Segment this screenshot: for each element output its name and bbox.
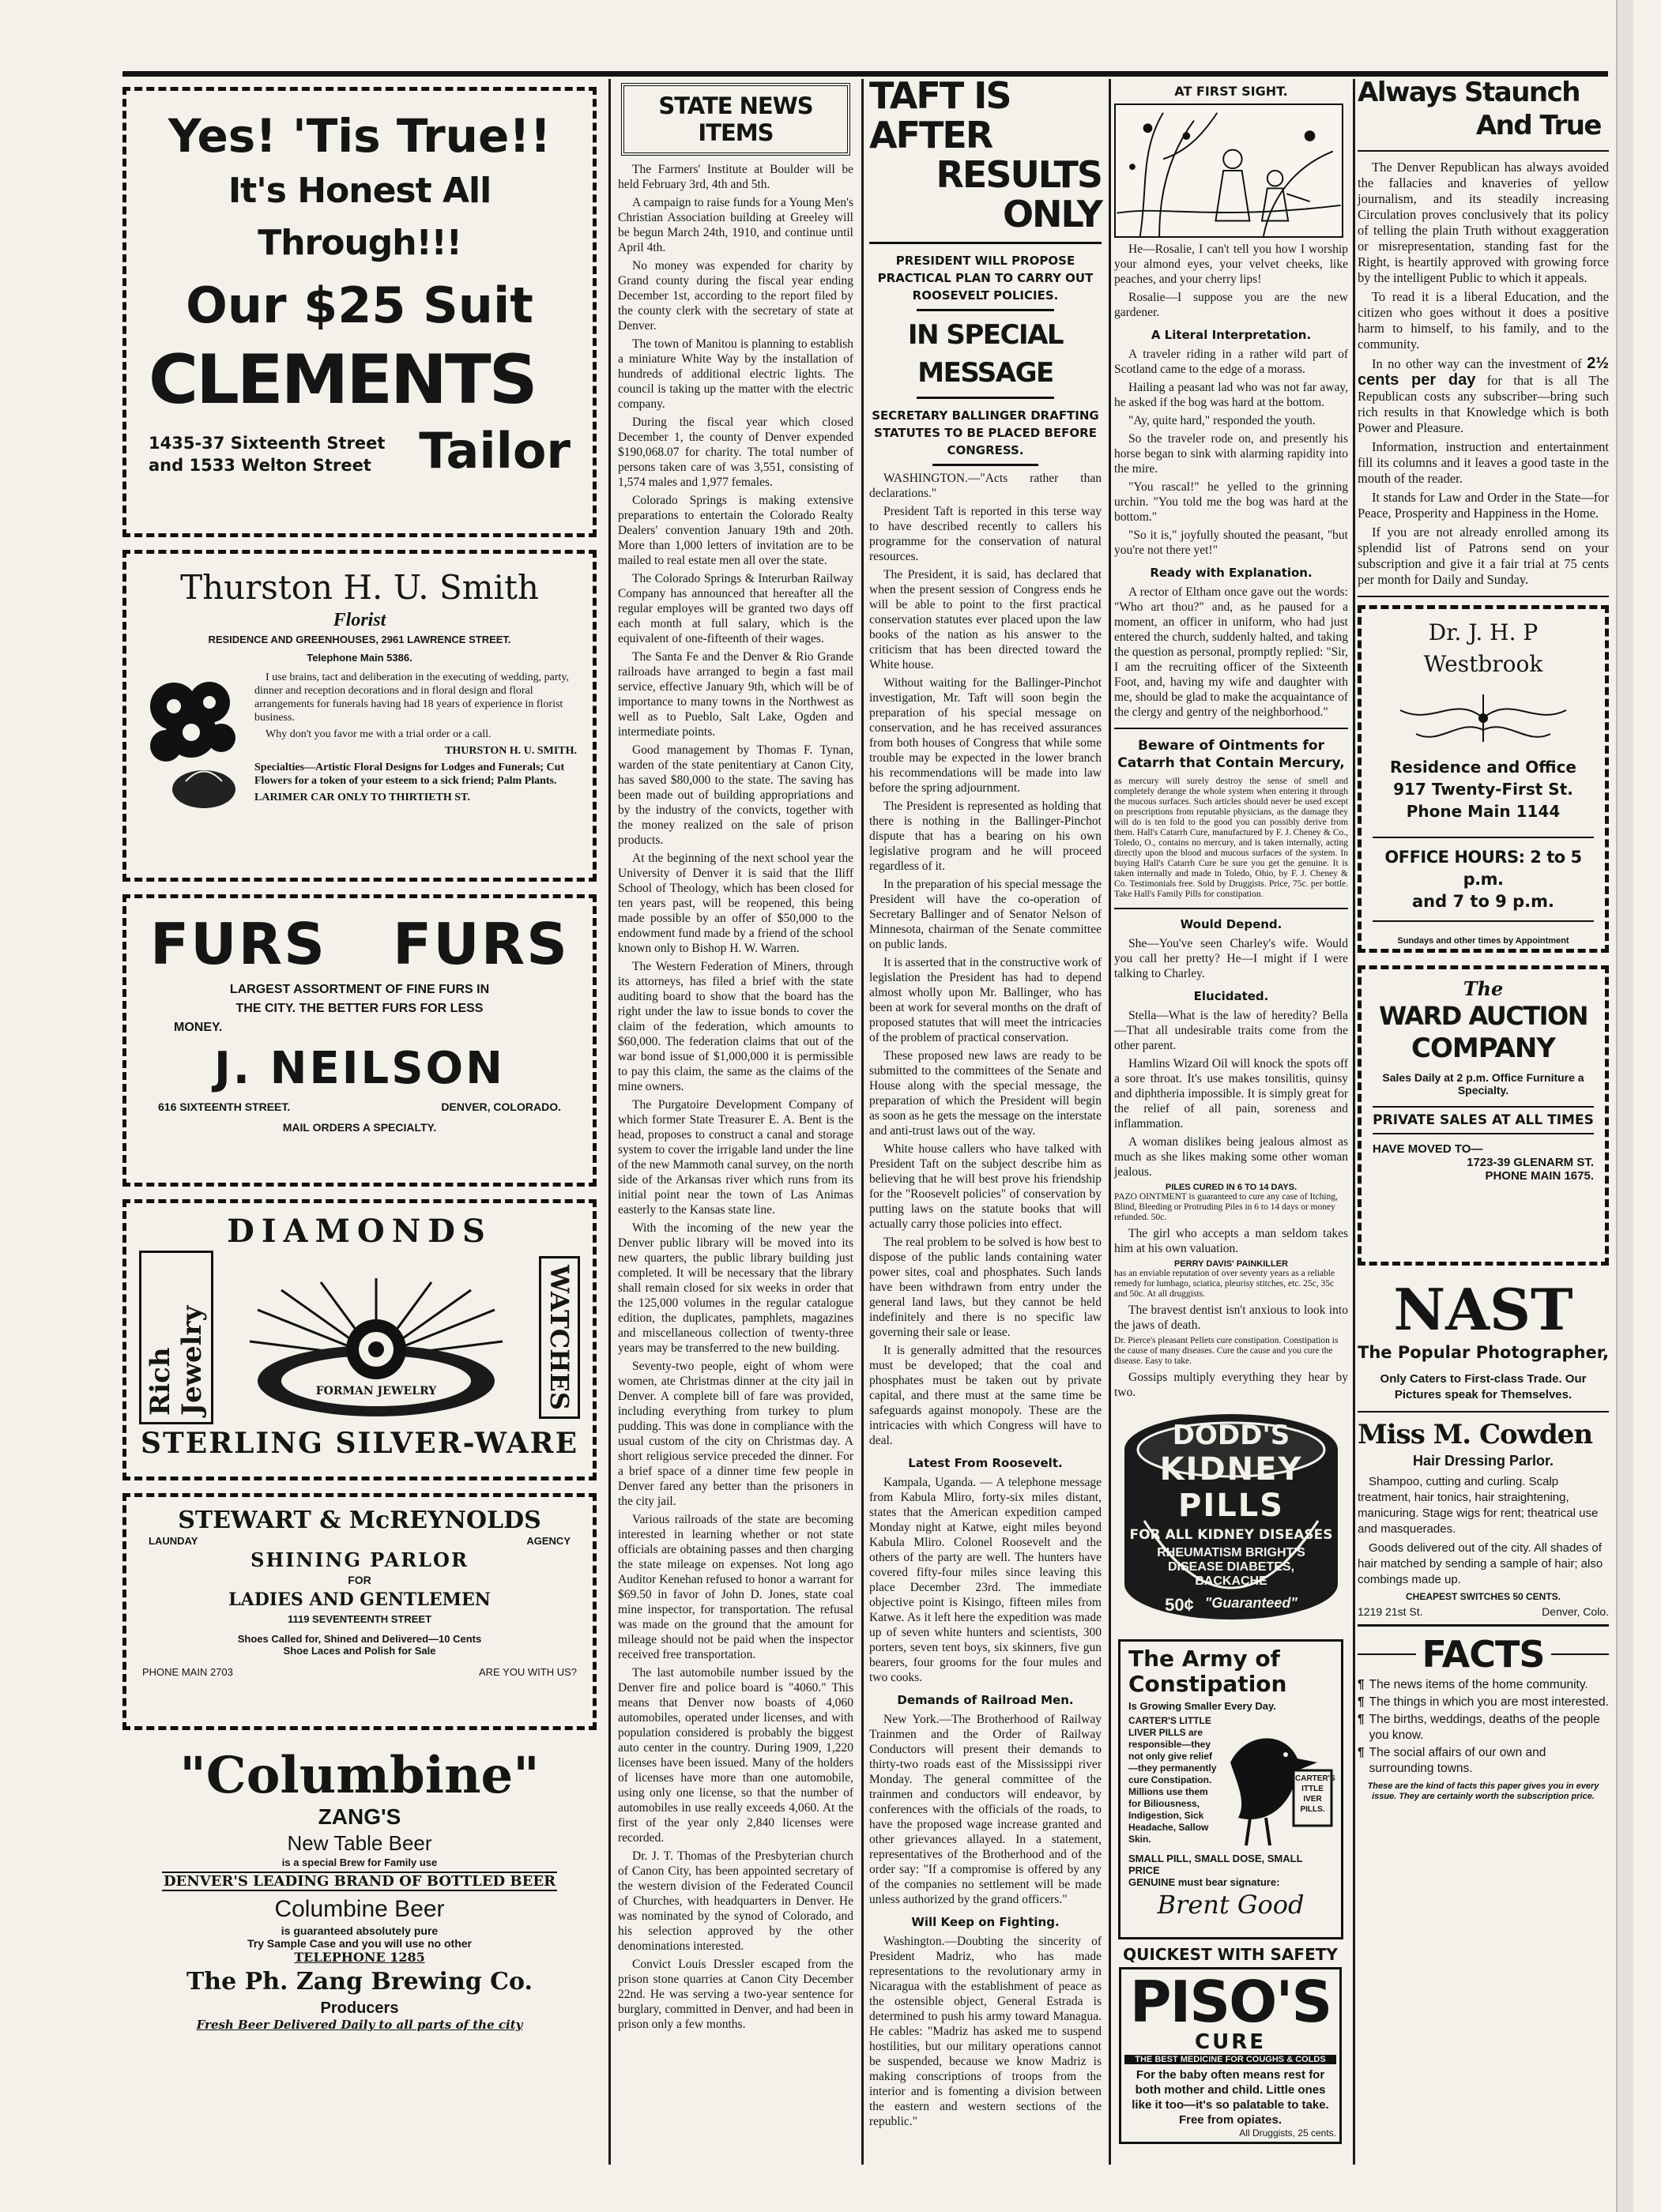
- fighting-subhead: Will Keep on Fighting.: [911, 1915, 1060, 1929]
- columbine-special: is a special Brew for Family use: [281, 1856, 438, 1868]
- columbine-guaranteed: is guaranteed absolutely pure: [281, 1924, 439, 1937]
- columbine-title: "Columbine": [179, 1746, 540, 1805]
- piles-text: PAZO OINTMENT is guaranteed to cure any case of Itching, Blind, Bleeding or Protruding Piles in 6 to 14 days or money refunded. 50c.: [1114, 1192, 1338, 1222]
- literal-paragraph: "You rascal!" he yelled to the grinning urchin. "You told me the bog was hard at the bottom.": [1114, 480, 1348, 524]
- facts-list-item: [1358, 1695, 1609, 1710]
- clements-ad: [122, 87, 597, 537]
- news-paragraph: No money was expended for charity by Grand county during the fiscal year ending December 1st, according to the report filed by the county clerk with the secretary of state at Denver.: [618, 259, 853, 333]
- cowden-tagline: Hair Dressing Parlor.: [1412, 1453, 1554, 1469]
- piles-title: PILES CURED IN 6 TO 14 DAYS.: [1165, 1183, 1298, 1192]
- westbrook-phone: Phone Main 1144: [1406, 802, 1561, 821]
- ward-name-2: COMPANY: [1411, 1033, 1555, 1064]
- literal-paragraph: A traveler riding in a rather wild part of Scotland came to the edge of a morass.: [1114, 348, 1348, 376]
- columbine-leading: DENVER'S LEADING BRAND OF BOTTLED BEER: [163, 1873, 556, 1890]
- ward-address: 1723-39 GLENARM ST.: [1467, 1156, 1594, 1169]
- smith-florist-ad: [122, 550, 597, 882]
- clements-name: CLEMENTS: [149, 340, 536, 419]
- nast-caters: Only Caters to First-class Trade. Our Pictures speak for Themselves.: [1380, 1372, 1587, 1401]
- dodds-kidney: KIDNEY: [1159, 1451, 1303, 1488]
- taft-headline-3: IN SPECIAL MESSAGE: [907, 319, 1064, 389]
- news-paragraph: The Farmers' Institute at Boulder will be held February 3rd, 4th and 5th.: [618, 163, 853, 191]
- columbine-brand: Columbine Beer: [274, 1896, 445, 1922]
- dodds-pills: PILLS: [1178, 1488, 1284, 1524]
- page-edge: [1616, 0, 1633, 2212]
- stewart-mcreynolds-ad: [122, 1493, 597, 1730]
- taft-paragraph: White house callers who have talked with President Taft on the subject describe him as believing that he will best prove his friendship for the "Roosevelt policies" of conservation by putting laws on the statute books that will actually carry those policies into effect.: [869, 1142, 1102, 1231]
- taft-headline-1: TAFT IS AFTER: [869, 74, 1011, 156]
- clements-line1: Yes! 'Tis True!!: [168, 109, 552, 163]
- dodds-diseases: RHEUMATISM BRIGHT'S DISEASE DIABETES, BACKACHE: [1157, 1546, 1305, 1588]
- girl-text: The girl who accepts a man seldom takes him at his own valuation.: [1114, 1227, 1348, 1255]
- ward-private: PRIVATE SALES AT ALL TIMES: [1373, 1106, 1594, 1134]
- ward-sales: Sales Daily at 2 p.m. Office Furniture a Specialty.: [1382, 1071, 1584, 1097]
- taft-paragraph: It is generally admitted that the resources must be developed; that the coal and phosphates must be taken out by private capital, and there must at the same time be safeguards against monopoly. These are the intricacies with which Congress will have to deal.: [869, 1344, 1102, 1447]
- facts-footer: These are the kind of facts this paper gives you in every issue. They are certainly worth the subscription price.: [1367, 1781, 1599, 1801]
- literal-paragraph: So the traveler rode on, and presently his horse began to sink with alarming rapidity into the mire.: [1114, 432, 1348, 476]
- facts-item-text: The news items of the home community.: [1369, 1678, 1588, 1691]
- stewart-phone: PHONE MAIN 2703: [142, 1666, 233, 1678]
- jewelry-seal-text: FORMAN JEWELRY: [315, 1384, 437, 1398]
- diamonds-title: DIAMONDS: [227, 1213, 492, 1250]
- stewart-line-3: LADIES AND GENTLEMEN: [228, 1589, 491, 1610]
- column-rule: [861, 79, 864, 2165]
- pisos-medicine: THE BEST MEDICINE FOR COUGHS & COLDS: [1124, 2055, 1336, 2064]
- dodds-price: 50¢: [1165, 1595, 1194, 1615]
- ward-phone: PHONE MAIN 1675.: [1485, 1169, 1594, 1183]
- woman-text: A woman dislikes being jealous almost as much as she likes making some other woman jealous.: [1114, 1135, 1348, 1179]
- catarrh-text: as mercury will surely destroy the sense of smell and completely derange the whole system when entering it through the mucous surfaces. Such articles should never be used except on prescriptions from reputable physicians, as the damage they will do is ten fold to the good you can possibly derive from them. Hall's Catarrh Cure, manufactured by F. J. Cheney & Co., Toledo, O., contains no mercury, and is taken internally, acting directly upon the blood and mucous surfaces of the system. In buying Hall's Catarrh Cure be sure you get the genuine. It is taken internally and made in Toledo, Ohio, by F. J. Cheney & Co. Testimonials free. Sold by Druggists. Price, 75c. per bottle. Take Hall's Family Pills for constipation.: [1114, 777, 1348, 899]
- diamonds-ad: [122, 1199, 597, 1480]
- flower-bouquet-icon: [142, 671, 245, 813]
- dodds-top: DODD'S: [1172, 1420, 1290, 1451]
- facts-item-text: The births, weddings, deaths of the people you know.: [1369, 1713, 1600, 1742]
- catarrh-title: Beware of Ointments for Catarrh that Contain Mercury,: [1117, 738, 1345, 771]
- ward-moved: HAVE MOVED TO—: [1373, 1142, 1483, 1156]
- jewelry-seal-icon: [250, 1278, 503, 1428]
- smith-phone: Telephone Main 5386.: [307, 652, 412, 664]
- republican-p4: Information, instruction and entertainment fill its columns and it leaves a good taste in the mouth of the reader.: [1358, 439, 1609, 486]
- literal-paragraph: "So it is," joyfully shouted the peasant, "but you're not there yet!": [1114, 529, 1348, 557]
- depend-text: She—You've seen Charley's wife. Would you call her pretty? He—I might if I were talking to Charley.: [1114, 937, 1348, 980]
- literal-body: [1114, 347, 1348, 558]
- pisos-name: PISO'S: [1129, 1969, 1331, 2035]
- railroad-text: New York.—The Brotherhood of Railway Trainmen and the Order of Railway Conductors will present their demands to thirty-two roads east of the Mississippi river Monday. The general committee of the trainmen and conductors will endeavor, by conferences with the officials of the roads, to have the proposed wage increase granted and other grievances allayed. In a statement, representatives of the Brotherhood and of the order say: "If a compromise is offered by any of the companies no settlement will be made unless authorized by the grand officers.": [869, 1713, 1102, 1906]
- stewart-line-1: SHINING PARLOR: [250, 1548, 469, 1571]
- cartoon-title: AT FIRST SIGHT.: [1174, 84, 1288, 99]
- facts-list-item: [1358, 1712, 1609, 1744]
- state-news-title: STATE NEWS ITEMS: [658, 92, 813, 146]
- stewart-shoes-1: Shoes Called for, Shined and Delivered—10 Cents: [237, 1633, 482, 1645]
- roosevelt-subhead: Latest From Roosevelt.: [908, 1456, 1063, 1470]
- facts-title: FACTS: [1422, 1633, 1545, 1676]
- paragraph-mark-icon: ¶: [1358, 1746, 1365, 1759]
- news-paragraph: The Purgatoire Development Company of which former State Treasurer E. A. Bent is the head, proposes to construct a canal and storage system to cover the irrigable land under the line of the new Mammoth canal survey, on the north side of the Arkansas river which runs from its initial point near the town of Las Animas easterly to the Kansas state line.: [618, 1098, 853, 1217]
- column-rule: [1353, 79, 1355, 2165]
- neilson-furs-ad: [122, 894, 597, 1187]
- furs-word-2: FURS: [393, 911, 569, 977]
- carters-liver-pills-ad: [1118, 1639, 1343, 1939]
- ward-name-1: WARD AUCTION: [1379, 1001, 1588, 1031]
- cowden-address: 1219 21st St.: [1358, 1605, 1423, 1618]
- news-paragraph: Dr. J. T. Thomas of the Presbyterian church of Canon City, has been appointed secretary of the western division of the Federated Council of Churches, with headquarters in Denver. He was nominated by the synod of Colorado, and his selection approved by the other denominations interested.: [618, 1849, 853, 1953]
- taft-paragraph: The President, it is said, has declared that when the present session of Congress ends he will be able to point to the first practical conservation statutes ever placed upon the law books of the nation as his answer to the criticism that has been directed toward the White house.: [869, 568, 1102, 672]
- pisos-cure-ad: [1116, 1943, 1345, 2153]
- dodds-kidney-pills-ad: [1121, 1402, 1342, 1639]
- taft-deck-2: SECRETARY BALLINGER DRAFTING STATUTES TO BE PLACED BEFORE CONGRESS.: [872, 408, 1099, 457]
- army-line: Is Growing Smaller Every Day.: [1128, 1700, 1276, 1712]
- smith-signature: THURSTON H. U. SMITH.: [445, 745, 577, 757]
- columbine-phone: TELEPHONE 1285: [294, 1950, 425, 1965]
- taft-paragraph: It is asserted that in the constructive work of legislation the President has had to depend almost wholly upon Mr. Ballinger, who has been at work for several months on the draft of proposed statutes that will meet the intricacies of the problem of practical conservation.: [869, 956, 1102, 1044]
- army-signature: Brent Good: [1157, 1890, 1305, 1920]
- paragraph-mark-icon: ¶: [1358, 1713, 1365, 1726]
- cowden-cheap: CHEAPEST SWITCHES 50 CENTS.: [1405, 1591, 1561, 1602]
- news-paragraph: The Santa Fe and the Denver & Rio Grande railroads have arranged to begin a fast mail service, effective January 9th, which will be of importance to many towns in the Northwest as well as to Pueblo, Salt Lake, Ogden and intermediate points.: [618, 650, 853, 739]
- republican-p2: To read it is a liberal Education, and the citizen who goes without it does a positive harm to himself, to his family, and to the community.: [1358, 289, 1609, 352]
- news-paragraph: The Colorado Springs & Interurban Railway Company has announced that hereafter all the regular employes will be granted two days off each month at full salary, which is the equivalent of one-fifteenth of their wages.: [618, 572, 853, 645]
- republican-title-2: And True: [1475, 110, 1601, 141]
- republican-p3a: In no other way can the investment of: [1372, 356, 1582, 371]
- taft-paragraph: In the preparation of his special message the President will have the co-operation of Secretary Ballinger and of Senator Nelson of Minnesota, chairman of the Senate committee on public lands.: [869, 878, 1102, 951]
- army-title-2: Constipation: [1128, 1671, 1287, 1697]
- nast-tagline: The Popular Photographer,: [1358, 1343, 1609, 1362]
- depend-subhead: Would Depend.: [1180, 917, 1282, 931]
- taft-deck-1: PRESIDENT WILL PROPOSE PRACTICAL PLAN TO CARRY OUT ROOSEVELT POLICIES.: [877, 254, 1094, 303]
- cartoon-reply: Rosalie—I suppose you are the new gardener.: [1114, 291, 1348, 319]
- gossips-text: Gossips multiply everything they hear by two.: [1114, 1371, 1348, 1399]
- smith-body-2: Why don't you favor me with a trial order or a call.: [266, 728, 492, 740]
- explanation-text: A rector of Eltham once gave out the words: "Who art thou?" and, as he paused for a moment, an officer in uniform, who had just entered the church, suddenly halted, and taking the question as personal, promptly replied: "Sir, I am the recruiting officer of the Sixteenth Foot, and, having my wife and daughter with me, should be glad to make the acquaintance of the clergy and gentry of the neighborhood.": [1114, 585, 1348, 719]
- taft-paragraph: WASHINGTON.—"Acts rather than declarations.": [869, 472, 1102, 500]
- neilson-mail: MAIL ORDERS A SPECIALTY.: [282, 1121, 437, 1134]
- explanation-subhead: Ready with Explanation.: [1150, 566, 1313, 580]
- furs-line-2: THE CITY. THE BETTER FURS FOR LESS: [235, 1002, 484, 1015]
- dodds-ring: FOR ALL KIDNEY DISEASES: [1129, 1527, 1333, 1543]
- westbrook-address: 917 Twenty-First St.: [1393, 780, 1573, 799]
- republican-p5: It stands for Law and Order in the State—for Peace, Prosperity and Happiness in the Home.: [1358, 490, 1609, 521]
- clements-tailor: Tailor: [419, 422, 571, 480]
- republican-p1: The Denver Republican has always avoided the fallacies and knaveries of yellow journalism, and its steadily increasing Circulation proves conclusively that its policy of telling the plain Truth without exaggeration or misrepresentation, standing fast for the Right, is heartily approved with growing force by the intelligent Public to which it appeals.: [1358, 160, 1609, 285]
- taft-headline-2: RESULTS ONLY: [936, 153, 1102, 235]
- perry-text: has an enviable reputation of over seventy years as a reliable remedy for lumbago, sciatica, pleurisy stitches, etc. 25c, 35c and 50c. At all druggists.: [1114, 1269, 1335, 1299]
- news-paragraph: Good management by Thomas F. Tynan, warden of the state penitentiary at Canon City, has saved $80,000 to the state. The saving has been made out of building appropriations and by the industry of the convicts, together with the money realized on the sale of prison products.: [618, 743, 853, 847]
- ward-the: The: [1463, 977, 1504, 1000]
- westbrook-hours-1: OFFICE HOURS: 2 to 5 p.m.: [1384, 848, 1582, 889]
- clements-address-2: and 1533 Welton Street: [149, 456, 371, 475]
- state-news-body: [618, 162, 853, 2032]
- facts-item-text: The social affairs of our own and surrounding towns.: [1369, 1746, 1546, 1775]
- column-right: [1358, 76, 1609, 2177]
- republican-p6: If you are not already enrolled among its splendid list of Patrons send on your subscription and give it a fair trial at 75 cents per month for Daily and Sunday.: [1358, 525, 1609, 587]
- zang-fresh-delivery: Fresh Beer Delivered Daily to all parts of the city: [196, 2018, 523, 2032]
- clements-address-1: 1435-37 Sixteenth Street: [149, 434, 386, 453]
- news-paragraph: Seventy-two people, eight of whom were women, ate Christmas dinner at the city jail in Denver. A complete bill of fare was provided, including everything from turkey to plum pudding. This was done in compliance with the usual custom of the city on Christmas day. A short religious service preceded the dinner. For a brief space of a dinner time few people in Denver fared any better than the prisoners in the city jail.: [618, 1360, 853, 1508]
- army-body: CARTER'S LITTLE LIVER PILLS are responsible—they not only give relief—they permanently cure Constipation. Millions use them for Biliousness, Indigestion, Sick Headache, Sallow Skin.: [1128, 1715, 1217, 1845]
- army-genuine: GENUINE must bear signature:: [1128, 1876, 1280, 1888]
- stewart-address: 1119 SEVENTEENTH STREET: [287, 1613, 432, 1625]
- fighting-text: Washington.—Doubting the sincerity of President Madriz, who has made representations to the revolutionary army in Nicaragua with the establishment of peace as the ostensible object, General Estrada is determined to push his army toward Managua. He cables: "Madriz has asked me to suspend hostilities, but our military operations cannot be suspended, because we know Madriz is making conscriptions of troops from the interior and is fomenting a division between the eastern and western sections of the republic.": [869, 1935, 1102, 2128]
- smith-car: LARIMER CAR ONLY TO THIRTIETH ST.: [254, 792, 470, 803]
- cowden-city: Denver, Colo.: [1542, 1605, 1609, 1618]
- neilson-city: DENVER, COLORADO.: [441, 1100, 561, 1113]
- zang-producers: Producers: [320, 1999, 399, 2017]
- literal-paragraph: "Ay, quite hard," responded the youth.: [1128, 414, 1316, 427]
- stewart-name: STEWART & McREYNOLDS: [178, 1507, 541, 1534]
- cartoon-illustration-icon: [1114, 103, 1343, 238]
- stewart-line-2: FOR: [348, 1574, 371, 1586]
- cowden-body-1: Shampoo, cutting and curling. Scalp treatment, hair tonics, hair straightening, manicuring. Stage wigs for rent; theatrical use and masquerades.: [1358, 1475, 1599, 1536]
- westbrook-ad: [1358, 605, 1609, 953]
- taft-body: [869, 471, 1102, 1448]
- taft-paragraph: The President is represented as holding that there is nothing in the Ballinger-Pinchot dispute that has a bearing on his own legislative program and he will proceed regardless of it.: [869, 799, 1102, 873]
- ornament-icon: [1384, 687, 1582, 750]
- stewart-agency: AGENCY: [526, 1535, 571, 1547]
- news-paragraph: Various railroads of the state are becoming interested in learning whether or not state officials are obtaining passes and then charging the state mileage on expenses. Not long ago Auditor Kenehan refused to honor a warrant for $69.50 in favor of John D. Jones, state coal mine inspector, for transportation. The refusal was made on the ground that the amount for mileage should not be paid when the inspector received free transportation.: [618, 1513, 853, 1661]
- facts-list-item: [1358, 1677, 1609, 1693]
- pisos-body: For the baby often means rest for both mother and child. Little ones like it too—it's so palatable to take. Free from opiates.: [1132, 2068, 1329, 2127]
- zang-company: The Ph. Zang Brewing Co.: [186, 1968, 533, 1996]
- ward-auction-ad: [1358, 965, 1609, 1266]
- column-ads-left: [122, 87, 597, 2032]
- pierce-text: Dr. Pierce's pleasant Pellets cure constipation. Constipation is the cause of many diseases. Cure the cause and you cure the disease. Easy to take.: [1114, 1336, 1339, 1366]
- news-paragraph: A campaign to raise funds for a Young Men's Christian Association building at Greeley will be begun March 24th, 1910, and continue until April 4th.: [618, 196, 853, 254]
- westbrook-hours-2: and 7 to 9 p.m.: [1412, 892, 1554, 911]
- republican-p3c: for that is all The Republican costs any subscriber—bring such rich results in that Knowledge which is both Power and Pleasure.: [1358, 373, 1610, 435]
- watches-label: WATCHES: [539, 1256, 580, 1419]
- rich-jewelry-label: Rich Jewelry: [139, 1251, 213, 1424]
- westbrook-name: Dr. J. H. P Westbrook: [1423, 619, 1543, 677]
- clements-line3: Our $25 Suit: [186, 276, 533, 334]
- smith-body-1: I use brains, tact and deliberation in the executing of wedding, party, dinner and reception decorations and in floral design and floral arrangements for funerals having had 18 years of experience in florist business.: [254, 672, 569, 724]
- neilson-street: 616 SIXTEENTH STREET.: [158, 1100, 291, 1113]
- elucidated-text: Stella—What is the law of heredity? Bella—That all undesirable traits come from the other parent.: [1114, 1009, 1348, 1052]
- stewart-question: ARE YOU WITH US?: [478, 1666, 577, 1678]
- cowden-body-2: Goods delivered out of the city. All shades of hair matched by sending a sample of hair; also combings made up.: [1358, 1541, 1603, 1586]
- westbrook-sundays: Sundays and other times by Appointment: [1397, 936, 1569, 946]
- taft-paragraph: President Taft is reported in this terse way to have described recently to callers his programme for the conservation of natural resources.: [869, 505, 1102, 563]
- sterling-silverware: STERLING SILVER-WARE: [140, 1427, 579, 1460]
- column-state-news: [618, 83, 853, 2184]
- stewart-laundry: LAUNDAY: [149, 1535, 198, 1547]
- state-news-masthead: [621, 83, 850, 156]
- furs-line-3: MONEY.: [174, 1021, 223, 1034]
- columbine-beer-ad: [122, 1743, 597, 2032]
- army-title-1: The Army of: [1128, 1646, 1280, 1672]
- westbrook-residence: Residence and Office: [1390, 758, 1576, 777]
- news-paragraph: At the beginning of the next school year the University of Denver it is said that the Iliff School of Theology, which has been closed for ten years past, will be reopened, this being made possible by an offer of $50,000 to the endowment fund made by a friend of the school known only to Bishop H. W. Warren.: [618, 852, 853, 955]
- facts-item-text: The things in which you are most interested.: [1369, 1695, 1609, 1709]
- republican-price: 2½ cents per day: [1358, 355, 1610, 389]
- news-paragraph: The town of Manitou is planning to establish a miniature White Way by the installation of hundreds of additional electric lights. The council is taking up the matter with the electric company.: [618, 337, 853, 411]
- columbine-beer: New Table Beer: [287, 1831, 432, 1855]
- columbine-zang: ZANG'S: [318, 1804, 401, 1829]
- stewart-shoes-2: Shoe Laces and Polish for Sale: [283, 1645, 436, 1657]
- news-paragraph: The Western Federation of Miners, through its attorneys, has filed a brief with the state auditing board to show that the board has the right under the law to issue bonds to cover the claim of the federation, which amounts to $60,000. The federation claims that out of the war bond issue of $1,000,000 it is permissible to pay this claim, the same as the claims of the mine owners.: [618, 960, 853, 1093]
- column-rule: [608, 79, 611, 2165]
- railroad-subhead: Demands of Railroad Men.: [897, 1693, 1074, 1707]
- hamlins-text: Hamlins Wizard Oil will knock the spots off a sore throat. It's use makes tonsilitis, quinsy and diphtheria impossible. It is simply great for the relief of all pain, soreness and inflammation.: [1114, 1057, 1348, 1130]
- smith-residence: RESIDENCE AND GREENHOUSES, 2961 LAWRENCE STREET.: [208, 634, 511, 645]
- taft-paragraph: The real problem to be solved is how best to dispose of the public lands containing water power sites, coal and phosphates. Such lands have been withdrawn from entry under the general land laws, but they cannot be held indefinitely and there is no specific law governing their sale or lease.: [869, 1236, 1102, 1339]
- neilson-name: J. NEILSON: [213, 1043, 506, 1094]
- literal-paragraph: Hailing a peasant lad who was not far away, he asked if the bog was hard at the bottom.: [1114, 381, 1348, 409]
- cowden-name: Miss M. Cowden: [1358, 1419, 1593, 1450]
- clements-line2: It's Honest All Through!!!: [228, 171, 492, 263]
- taft-paragraph: These proposed new laws are ready to be submitted to the committees of the Senate and House along with the special message, the preparation of which the President will begin as soon as he gets the message on the interstate and anti-trust laws out of the way.: [869, 1049, 1102, 1138]
- column-rule: [1109, 79, 1111, 2165]
- smith-specialties: Specialties—Artistic Floral Designs for Lodges and Funerals; Cut Flowers for a token of your esteem to a sick friend; Palm Plants.: [254, 762, 565, 787]
- smith-trade: Florist: [333, 610, 386, 630]
- facts-list-item: [1358, 1745, 1609, 1777]
- news-paragraph: With the incoming of the new year the Denver public library will be moved into its new quarters, the public library building just completed. It will be necessary that the library shall remain closed for six weeks in order that the 125,000 volumes in the regular catalogue edition, the duplicates, pamphlets, magazines and miscellaneous collection of twenty-three years may be transferred to the new building.: [618, 1221, 853, 1355]
- dodds-guarantee: "Guaranteed": [1204, 1595, 1298, 1611]
- columbine-sample: Try Sample Case and you will use no other: [247, 1937, 472, 1950]
- literal-subhead: A Literal Interpretation.: [1151, 328, 1312, 342]
- smith-name: Thurston H. U. Smith: [180, 568, 539, 607]
- perry-title: PERRY DAVIS' PAINKILLER: [1173, 1259, 1288, 1269]
- cartoon-caption: He—Rosalie, I can't tell you how I worship your almond eyes, your velvet cheeks, like peaches, and your cherry lips!: [1114, 243, 1348, 286]
- elucidated-subhead: Elucidated.: [1193, 989, 1269, 1003]
- pisos-price: All Druggists, 25 cents.: [1239, 2127, 1336, 2139]
- roosevelt-text: Kampala, Uganda. — A telephone message from Kabula Mliro, forty-six miles distant, states that the American expedition camped Monday night at Katwe, eight miles beyond Kabula Mliro. Colonel Roosevelt and the others of the party are well. The hunters have covered fifty-four miles since leaving this place December 23rd. The immediate objective point is Kisingo, fifteen miles from Katwe. As it left here the expedition was made up of seven white hunters and scientists, 300 porters, seven tent boys, six skinners, five gun bearers, four grooms for the four mules and two cooks.: [869, 1476, 1102, 1684]
- army-small: SMALL PILL, SMALL DOSE, SMALL PRICE: [1128, 1853, 1303, 1876]
- news-paragraph: Colorado Springs is making extensive preparations to entertain the Colorado Realty Dealers' convention January 19th and 20th. More than 1,000 letters of invitation are to be mailed to real estate men all over the state.: [618, 494, 853, 567]
- pisos-cure: CURE: [1195, 2030, 1266, 2054]
- carters-box-label: CARTER'S ITTLE IVER PILLS.: [1295, 1774, 1335, 1814]
- nast-name: NAST: [1393, 1276, 1573, 1343]
- column-taft-story: [869, 76, 1102, 2177]
- paragraph-mark-icon: ¶: [1358, 1695, 1365, 1709]
- republican-title-1: Always Staunch: [1358, 77, 1580, 108]
- taft-paragraph: Without waiting for the Ballinger-Pinchot investigation, Mr. Taft will soon begin the preparation of his special message on conservation, and he has received assurances from both houses of Congress that while some trouble may be expected in the lower branch his recommendations will be made into law before the spring adjournment.: [869, 676, 1102, 795]
- furs-word-1: FURS: [150, 911, 326, 977]
- paragraph-mark-icon: ¶: [1358, 1678, 1365, 1691]
- dentist-text: The bravest dentist isn't anxious to look into the jaws of death.: [1114, 1304, 1348, 1332]
- furs-line-1: LARGEST ASSORTMENT OF FINE FURS IN: [229, 983, 490, 996]
- news-paragraph: During the fiscal year which closed December 1, the county of Denver expended $190,068.07 for charity. The total number of persons taken care of was 3,551, consisting of 1,574 males and 1,977 females.: [618, 416, 853, 489]
- pisos-top: QUICKEST WITH SAFETY: [1123, 1945, 1338, 1964]
- news-paragraph: The last automobile number issued by the Denver fire and police board is "4060." This means that Denver now boasts of 4,060 automobiles, operated under licenses, and with population considered is probably the biggest auto center in the country. During 1909, 1,220 licenses have been issued. Many of the holders of licenses have more than one automobile, using only one license, so that the number of automobiles in use really exceeds 4,060. At the first of the year only 2,840 licenses were recorded.: [618, 1666, 853, 1845]
- news-paragraph: Convict Louis Dressler escaped from the prison stone quarries at Canon City December 22nd. He was serving a two-year sentence for burglary, committed in Denver, and had been in prison only a few months.: [618, 1958, 853, 2031]
- facts-list: [1358, 1677, 1609, 1777]
